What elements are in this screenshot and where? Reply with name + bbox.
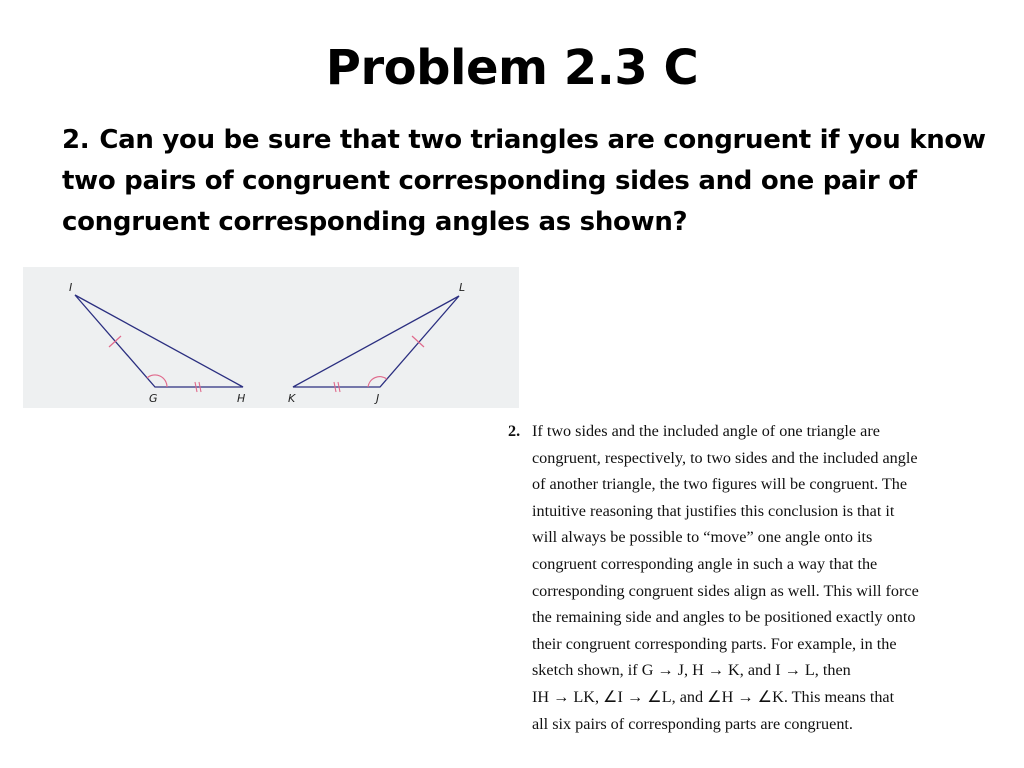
answer-body <box>532 418 978 737</box>
answer-line: the remaining side and angles to be positioned exactly onto <box>532 608 916 627</box>
label-g: G <box>149 392 158 405</box>
answer-line: If two sides and the included angle of one triangle are <box>532 422 880 440</box>
label-l: L <box>459 281 466 294</box>
question-line-2: two pairs of congruent corresponding sides and one pair of <box>62 166 917 196</box>
answer-line: IH → LK, ∠I → ∠L, and ∠H → ∠K. This means that <box>532 687 895 706</box>
question-text-1: Can you be sure that two triangles are congruent if you know <box>99 125 986 155</box>
answer-line: congruent corresponding angle in such a way that the <box>532 554 878 573</box>
answer <box>508 418 978 737</box>
question-number: 2. <box>62 125 90 155</box>
triangle-igh <box>75 295 243 387</box>
triangle-kjl <box>293 296 459 387</box>
answer-line: of another triangle, the two figures will be congruent. The <box>532 475 908 494</box>
answer-line: will always be possible to “move” one angle onto its <box>532 528 873 547</box>
answer-line: sketch shown, if G → J, H → K, and I → L, then <box>532 661 851 680</box>
answer-line: all six pairs of corresponding parts are congruent. <box>532 714 853 733</box>
label-j: J <box>376 392 380 405</box>
answer-line: congruent, respectively, to two sides and the included angle <box>532 448 918 467</box>
answer-line: their congruent corresponding parts. For example, in the <box>532 634 897 653</box>
answer-number: 2. <box>508 422 521 440</box>
answer-line: intuitive reasoning that justifies this conclusion is that it <box>532 501 895 520</box>
question-line-1 <box>62 120 992 161</box>
slide-title: Problem 2.3 C <box>325 40 699 96</box>
triangle-figure <box>23 267 519 408</box>
question <box>62 120 992 243</box>
label-k: K <box>288 392 296 405</box>
triangle-diagram <box>23 267 519 408</box>
label-i: I <box>69 281 73 294</box>
answer-line: corresponding congruent sides align as well. This will force <box>532 581 919 600</box>
label-h: H <box>237 392 246 405</box>
question-line-3: congruent corresponding angles as shown? <box>62 207 688 237</box>
